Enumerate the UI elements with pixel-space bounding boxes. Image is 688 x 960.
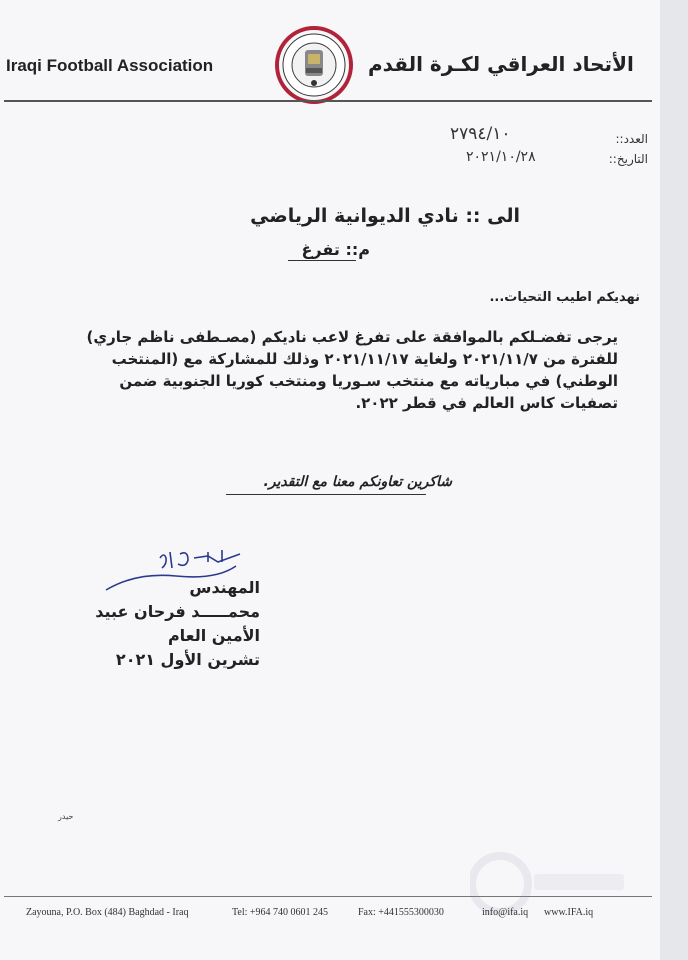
footer-divider xyxy=(4,896,652,897)
typist-initials: حيدر xyxy=(58,812,74,821)
subject-line: م:: تفرغ xyxy=(301,240,370,259)
recipient-line: الى :: نادي الديوانية الرياضي xyxy=(250,205,520,227)
letter-body: يرجى تفضـلكم بالموافقة على تفرغ لاعب ناديكم (مصـطفى ناظم جاري) للفترة من ٢٠٢١/١١/٧ ولغاية ٢٠٢١/١١/١٧ وذلك للمشاركة مع (المنتخب الوطني) في مبارياته مع منتخب سـوريا ومنتخب كوريا الجنوبية ضمن تصفيات كاس العالم في قطر ٢٠٢٢. xyxy=(86,328,618,412)
footer-email: info@ifa.iq xyxy=(482,907,529,918)
reference-label: العدد:: xyxy=(615,132,648,146)
greeting: نهديكم اطيب التحيات... xyxy=(489,290,640,305)
date-label: التاريخ:: xyxy=(608,152,648,166)
header-divider xyxy=(4,100,652,102)
signature-block xyxy=(90,576,260,672)
closing-line: شاكرين تعاونكم معنا مع التقدير. xyxy=(263,474,452,490)
footer-address: Zayouna, P.O. Box (484) Baghdad - Iraq xyxy=(26,907,189,918)
footer-website: www.IFA.iq xyxy=(544,907,594,918)
closing-underline xyxy=(226,494,426,495)
signatory-position: الأمين العام xyxy=(167,626,260,645)
org-name-arabic: الأتحاد العراقي لكـرة القدم xyxy=(368,52,634,76)
page-edge xyxy=(660,0,688,960)
reference-number: ٢٧٩٤/١٠ xyxy=(450,124,511,144)
footer-fax: Fax: +441555300030 xyxy=(358,907,444,918)
org-name-english: Iraqi Football Association xyxy=(6,56,214,75)
ifa-emblem-icon xyxy=(275,26,353,104)
date-value: ٢٠٢١/١٠/٢٨ xyxy=(466,149,536,165)
signatory-title: المهندس xyxy=(189,578,260,597)
subject-underline xyxy=(288,260,356,261)
footer-telephone: Tel: +964 740 0601 245 xyxy=(232,907,329,918)
signatory-name: محمـــــد فرحان عبيد xyxy=(95,602,260,621)
signature-date: تشرين الأول ٢٠٢١ xyxy=(115,650,260,669)
